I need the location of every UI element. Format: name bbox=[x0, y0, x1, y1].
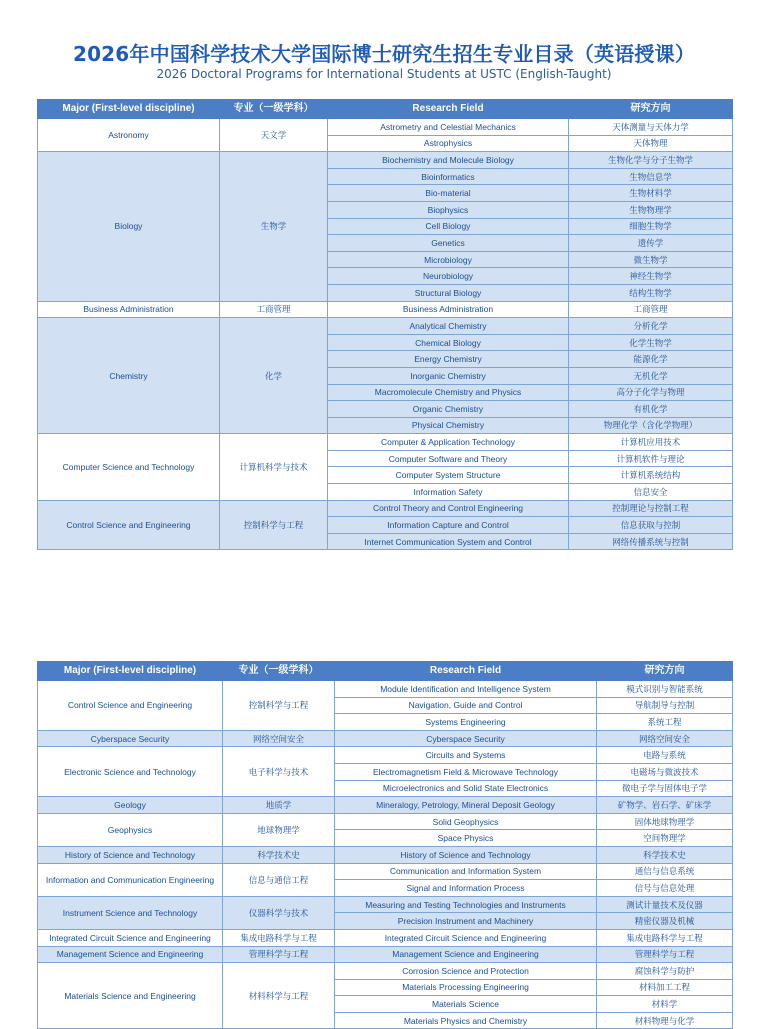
header-research-field-zh: 研究方向 bbox=[569, 100, 733, 119]
research-field-zh-cell: 有机化学 bbox=[569, 401, 733, 418]
research-field-en-cell: Materials Science bbox=[335, 996, 597, 1013]
research-field-zh-cell: 集成电路科学与工程 bbox=[597, 929, 733, 946]
table-row bbox=[38, 813, 733, 830]
research-field-en-cell: Materials Processing Engineering bbox=[335, 979, 597, 996]
research-field-en-cell: Navigation, Guide and Control bbox=[335, 697, 597, 714]
research-field-zh-cell: 无机化学 bbox=[569, 367, 733, 384]
major-zh-cell: 化学 bbox=[220, 318, 328, 434]
research-field-en-cell: Structural Biology bbox=[328, 284, 569, 301]
research-field-zh-cell: 电路与系统 bbox=[597, 747, 733, 764]
research-field-zh-cell: 信息获取与控制 bbox=[569, 517, 733, 534]
research-field-zh-cell: 生物化学与分子生物学 bbox=[569, 152, 733, 169]
major-en-cell: Management Science and Engineering bbox=[38, 946, 223, 963]
research-field-en-cell: Chemical Biology bbox=[328, 334, 569, 351]
research-field-en-cell: Materials Physics and Chemistry bbox=[335, 1012, 597, 1029]
research-field-en-cell: Information Capture and Control bbox=[328, 517, 569, 534]
table-row bbox=[38, 434, 733, 451]
research-field-en-cell: Analytical Chemistry bbox=[328, 318, 569, 335]
research-field-en-cell: Bioinformatics bbox=[328, 168, 569, 185]
research-field-zh-cell: 神经生物学 bbox=[569, 268, 733, 285]
major-zh-cell: 科学技术史 bbox=[223, 846, 335, 863]
major-zh-cell: 仪器科学与技术 bbox=[223, 896, 335, 929]
research-field-en-cell: Energy Chemistry bbox=[328, 351, 569, 368]
table-row bbox=[38, 318, 733, 335]
major-zh-cell: 集成电路科学与工程 bbox=[223, 929, 335, 946]
major-zh-cell: 管理科学与工程 bbox=[223, 946, 335, 963]
major-en-cell: Instrument Science and Technology bbox=[38, 896, 223, 929]
header-major-zh: 专业（一级学科） bbox=[220, 100, 328, 119]
major-zh-cell: 材料科学与工程 bbox=[223, 963, 335, 1029]
table-body bbox=[38, 119, 733, 550]
major-en-cell: Chemistry bbox=[38, 318, 220, 434]
header-research-field-en: Research Field bbox=[328, 100, 569, 119]
research-field-zh-cell: 高分子化学与物理 bbox=[569, 384, 733, 401]
research-field-zh-cell: 控制理论与控制工程 bbox=[569, 500, 733, 517]
research-field-zh-cell: 生物信息学 bbox=[569, 168, 733, 185]
header-research-field-zh: 研究方向 bbox=[597, 662, 733, 681]
research-field-en-cell: Bio-material bbox=[328, 185, 569, 202]
research-field-en-cell: Biophysics bbox=[328, 201, 569, 218]
research-field-zh-cell: 计算机系统结构 bbox=[569, 467, 733, 484]
table-row bbox=[38, 500, 733, 517]
research-field-en-cell: Communication and Information System bbox=[335, 863, 597, 880]
major-zh-cell: 电子科学与技术 bbox=[223, 747, 335, 797]
major-en-cell: Geology bbox=[38, 797, 223, 814]
research-field-zh-cell: 模式识别与智能系统 bbox=[597, 681, 733, 698]
research-field-en-cell: Microelectronics and Solid State Electronics bbox=[335, 780, 597, 797]
table-row bbox=[38, 301, 733, 318]
research-field-en-cell: Space Physics bbox=[335, 830, 597, 847]
header-major-en: Major (First-level discipline) bbox=[38, 662, 223, 681]
major-en-cell: Geophysics bbox=[38, 813, 223, 846]
research-field-zh-cell: 精密仪器及机械 bbox=[597, 913, 733, 930]
major-en-cell: Electronic Science and Technology bbox=[38, 747, 223, 797]
research-field-en-cell: Systems Engineering bbox=[335, 714, 597, 731]
table-row bbox=[38, 747, 733, 764]
major-zh-cell: 天文学 bbox=[220, 119, 328, 152]
research-field-en-cell: Control Theory and Control Engineering bbox=[328, 500, 569, 517]
research-field-zh-cell: 测试计量技术及仪器 bbox=[597, 896, 733, 913]
research-field-en-cell: Corrosion Science and Protection bbox=[335, 963, 597, 980]
major-en-cell: History of Science and Technology bbox=[38, 846, 223, 863]
major-zh-cell: 地球物理学 bbox=[223, 813, 335, 846]
major-en-cell: Computer Science and Technology bbox=[38, 434, 220, 500]
major-zh-cell: 控制科学与工程 bbox=[220, 500, 328, 550]
research-field-zh-cell: 能源化学 bbox=[569, 351, 733, 368]
research-field-en-cell: Internet Communication System and Control bbox=[328, 533, 569, 550]
research-field-en-cell: Business Administration bbox=[328, 301, 569, 318]
research-field-zh-cell: 遗传学 bbox=[569, 235, 733, 252]
major-en-cell: Cyberspace Security bbox=[38, 730, 223, 747]
research-field-en-cell: Information Safety bbox=[328, 484, 569, 501]
major-en-cell: Materials Science and Engineering bbox=[38, 963, 223, 1029]
table-row bbox=[38, 896, 733, 913]
research-field-zh-cell: 矿物学、岩石学、矿床学 bbox=[597, 797, 733, 814]
major-en-cell: Astronomy bbox=[38, 119, 220, 152]
header-major-zh: 专业（一级学科） bbox=[223, 662, 335, 681]
research-field-zh-cell: 分析化学 bbox=[569, 318, 733, 335]
table-row bbox=[38, 846, 733, 863]
research-field-zh-cell: 微生物学 bbox=[569, 251, 733, 268]
research-field-zh-cell: 信息安全 bbox=[569, 484, 733, 501]
table-row bbox=[38, 730, 733, 747]
research-field-en-cell: Mineralogy, Petrology, Mineral Deposit Geology bbox=[335, 797, 597, 814]
research-field-en-cell: Electromagnetism Field & Microwave Technology bbox=[335, 763, 597, 780]
research-field-en-cell: Neurobiology bbox=[328, 268, 569, 285]
research-field-en-cell: Astrometry and Celestial Mechanics bbox=[328, 119, 569, 136]
research-field-zh-cell: 通信与信息系统 bbox=[597, 863, 733, 880]
research-field-en-cell: Computer Software and Theory bbox=[328, 450, 569, 467]
research-field-zh-cell: 计算机应用技术 bbox=[569, 434, 733, 451]
major-en-cell: Information and Communication Engineering bbox=[38, 863, 223, 896]
major-en-cell: Control Science and Engineering bbox=[38, 681, 223, 731]
research-field-zh-cell: 工商管理 bbox=[569, 301, 733, 318]
program-table-1 bbox=[37, 99, 733, 550]
research-field-zh-cell: 系统工程 bbox=[597, 714, 733, 731]
research-field-zh-cell: 管理科学与工程 bbox=[597, 946, 733, 963]
major-zh-cell: 工商管理 bbox=[220, 301, 328, 318]
table-row bbox=[38, 929, 733, 946]
research-field-zh-cell: 电磁场与微波技术 bbox=[597, 763, 733, 780]
research-field-en-cell: Inorganic Chemistry bbox=[328, 367, 569, 384]
table-body bbox=[38, 681, 733, 1029]
page-subtitle: 2026 Doctoral Programs for International Students at USTC (English-Taught) bbox=[156, 67, 612, 81]
table-header-row bbox=[38, 662, 733, 681]
research-field-zh-cell: 生物物理学 bbox=[569, 201, 733, 218]
research-field-zh-cell: 生物材料学 bbox=[569, 185, 733, 202]
research-field-zh-cell: 网络传播系统与控制 bbox=[569, 533, 733, 550]
research-field-zh-cell: 天体测量与天体力学 bbox=[569, 119, 733, 136]
table-row bbox=[38, 119, 733, 136]
table-header-row bbox=[38, 100, 733, 119]
research-field-zh-cell: 化学生物学 bbox=[569, 334, 733, 351]
research-field-zh-cell: 物理化学（含化学物理） bbox=[569, 417, 733, 434]
research-field-en-cell: Integrated Circuit Science and Engineering bbox=[335, 929, 597, 946]
research-field-en-cell: Astrophysics bbox=[328, 135, 569, 152]
research-field-zh-cell: 微电子学与固体电子学 bbox=[597, 780, 733, 797]
research-field-en-cell: Management Science and Engineering bbox=[335, 946, 597, 963]
research-field-en-cell: Microbiology bbox=[328, 251, 569, 268]
major-en-cell: Control Science and Engineering bbox=[38, 500, 220, 550]
research-field-zh-cell: 腐蚀科学与防护 bbox=[597, 963, 733, 980]
major-zh-cell: 地质学 bbox=[223, 797, 335, 814]
research-field-zh-cell: 结构生物学 bbox=[569, 284, 733, 301]
research-field-zh-cell: 材料学 bbox=[597, 996, 733, 1013]
research-field-en-cell: Physical Chemistry bbox=[328, 417, 569, 434]
table-row bbox=[38, 963, 733, 980]
major-zh-cell: 控制科学与工程 bbox=[223, 681, 335, 731]
research-field-zh-cell: 科学技术史 bbox=[597, 846, 733, 863]
research-field-en-cell: Measuring and Testing Technologies and Instruments bbox=[335, 896, 597, 913]
research-field-en-cell: Genetics bbox=[328, 235, 569, 252]
research-field-en-cell: Biochemistry and Molecule Biology bbox=[328, 152, 569, 169]
research-field-en-cell: Cyberspace Security bbox=[335, 730, 597, 747]
research-field-en-cell: Computer System Structure bbox=[328, 467, 569, 484]
research-field-en-cell: Circuits and Systems bbox=[335, 747, 597, 764]
research-field-zh-cell: 天体物理 bbox=[569, 135, 733, 152]
table-row bbox=[38, 946, 733, 963]
research-field-en-cell: Macromolecule Chemistry and Physics bbox=[328, 384, 569, 401]
table-row bbox=[38, 152, 733, 169]
research-field-zh-cell: 固体地球物理学 bbox=[597, 813, 733, 830]
header-major-en: Major (First-level discipline) bbox=[38, 100, 220, 119]
research-field-zh-cell: 导航制导与控制 bbox=[597, 697, 733, 714]
table-row bbox=[38, 797, 733, 814]
research-field-en-cell: Solid Geophysics bbox=[335, 813, 597, 830]
research-field-en-cell: Cell Biology bbox=[328, 218, 569, 235]
research-field-en-cell: Signal and Information Process bbox=[335, 880, 597, 897]
research-field-en-cell: Organic Chemistry bbox=[328, 401, 569, 418]
research-field-zh-cell: 空间物理学 bbox=[597, 830, 733, 847]
research-field-zh-cell: 计算机软件与理论 bbox=[569, 450, 733, 467]
research-field-en-cell: Computer & Application Technology bbox=[328, 434, 569, 451]
major-zh-cell: 计算机科学与技术 bbox=[220, 434, 328, 500]
major-zh-cell: 网络空间安全 bbox=[223, 730, 335, 747]
research-field-en-cell: Module Identification and Intelligence System bbox=[335, 681, 597, 698]
table-row bbox=[38, 681, 733, 698]
major-en-cell: Business Administration bbox=[38, 301, 220, 318]
research-field-zh-cell: 细胞生物学 bbox=[569, 218, 733, 235]
research-field-zh-cell: 信号与信息处理 bbox=[597, 880, 733, 897]
major-zh-cell: 信息与通信工程 bbox=[223, 863, 335, 896]
research-field-zh-cell: 材料加工工程 bbox=[597, 979, 733, 996]
table-row bbox=[38, 863, 733, 880]
major-zh-cell: 生物学 bbox=[220, 152, 328, 301]
header-research-field-en: Research Field bbox=[335, 662, 597, 681]
page-title: 2026年中国科学技术大学国际博士研究生招生专业目录（英语授课） bbox=[72, 42, 696, 66]
program-table-2 bbox=[37, 661, 733, 1029]
major-en-cell: Integrated Circuit Science and Engineering bbox=[38, 929, 223, 946]
major-en-cell: Biology bbox=[38, 152, 220, 301]
research-field-zh-cell: 网络空间安全 bbox=[597, 730, 733, 747]
research-field-en-cell: Precision Instrument and Machinery bbox=[335, 913, 597, 930]
research-field-zh-cell: 材料物理与化学 bbox=[597, 1012, 733, 1029]
research-field-en-cell: History of Science and Technology bbox=[335, 846, 597, 863]
